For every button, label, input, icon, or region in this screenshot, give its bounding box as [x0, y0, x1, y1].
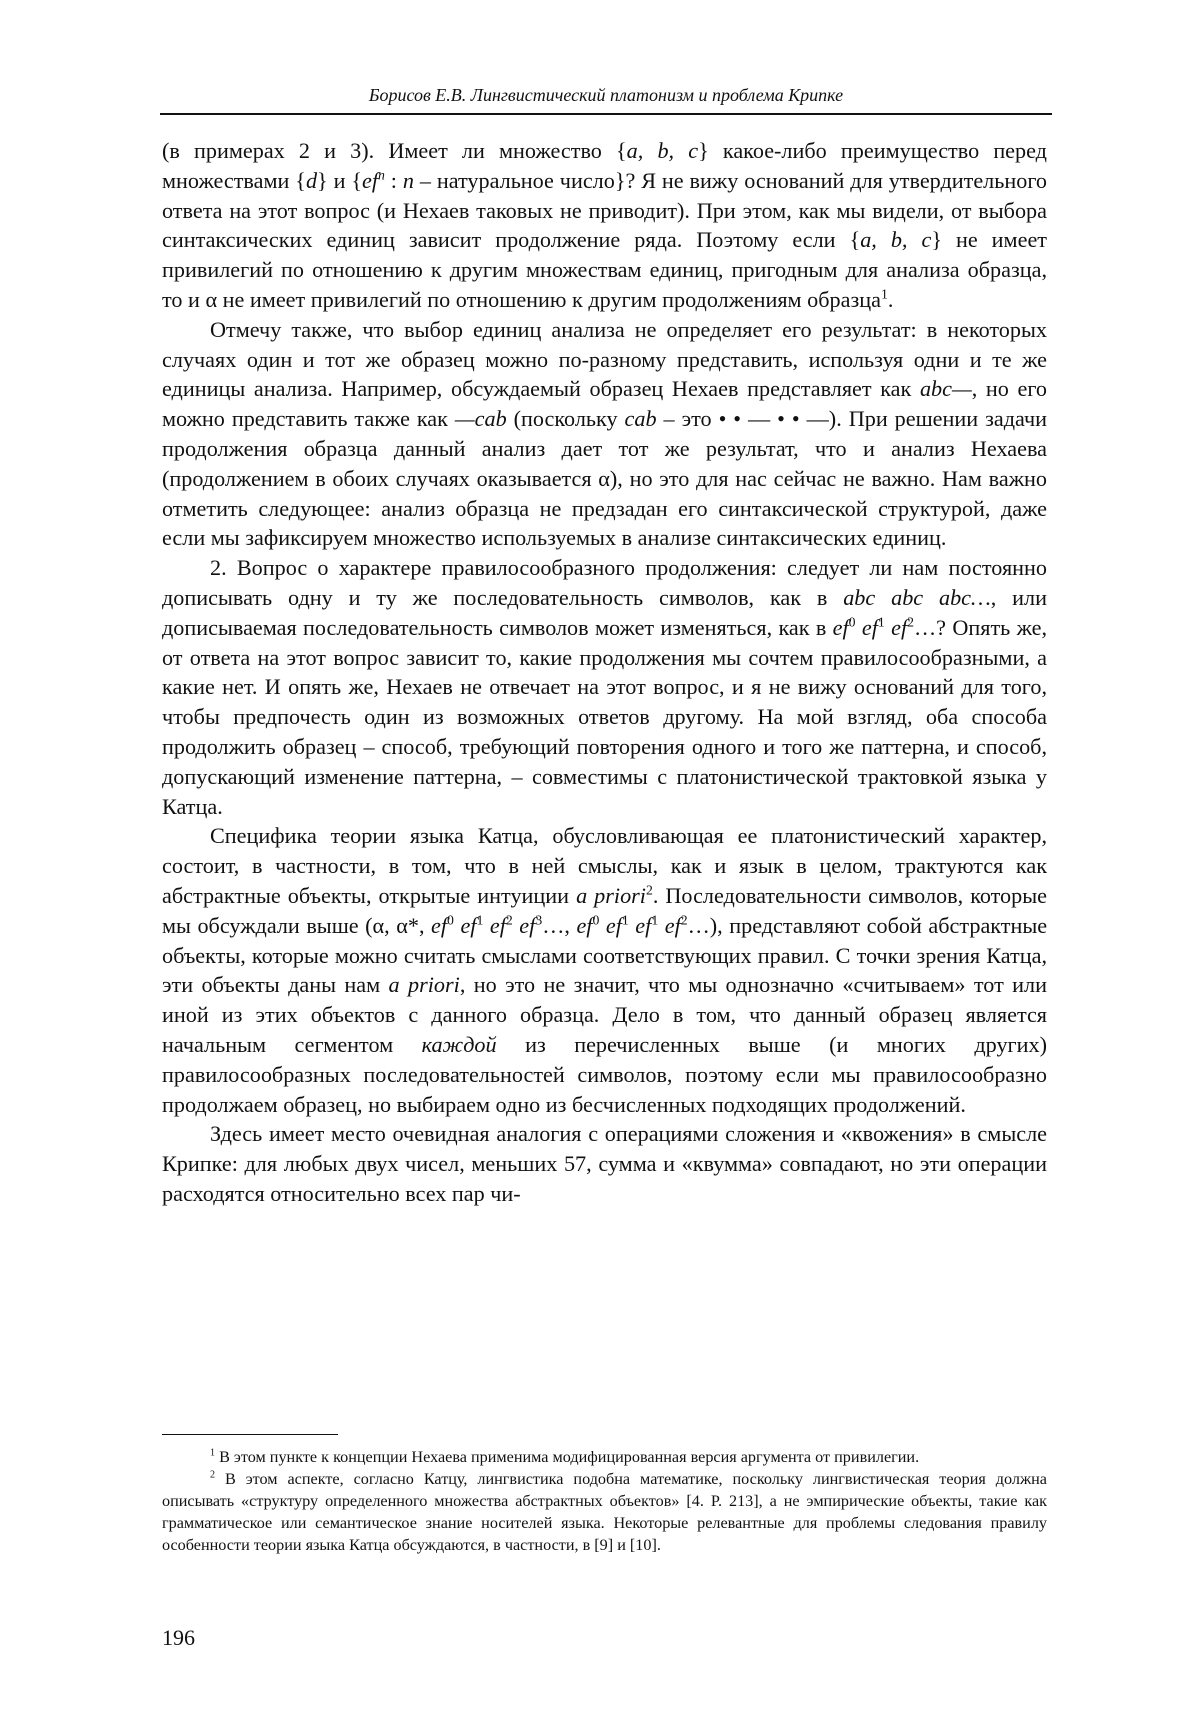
page-number: 196	[162, 1625, 195, 1650]
paragraph-5: Здесь имеет место очевидная аналогия с операциями сложения и «квожения» в смысле Крипке: для любых двух чисел, меньших 57, сумма и «квумма» совпадают, но эти операции расходятся относительно всех пар чи-	[162, 1121, 1047, 1206]
paragraph-1: (в примерах 2 и 3). Имеет ли множество {a, b, c} какое-либо преимущество перед множествами {d} и {$ef^n$ : n – натуральное число}? Я не вижу оснований для утвердительного ответа на этот вопрос (и Нехаев таковых не приводит). При этом, как мы видели, от выбора синтаксических единиц зависит продолжение ряда. Поэтому если {a, b, c} не имеет привилегий по отношению к другим множествам единиц, пригодным для анализа образца, то и α не имеет привилегий по отношению к другим продолжениям образца$^1$.	[162, 138, 1047, 312]
paragraph-3: 2. Вопрос о характере правилосообразного продолжения: следует ли нам постоянно дописывать одну и ту же последовательность символов, как в abc abc abc…, или дописываемая последовательность символов может изменяться, как в $ef^0$ $ef^1$ $ef^2\dots$? Опять же, от ответа на этот вопрос зависит то, какие продолжения мы сочтем правилосообразными, а какие нет. И опять же, Нехаев не отвечает на этот вопрос, и я не вижу оснований для того, чтобы предпочесть один из возможных ответов другому. На мой взгляд, оба способа продолжить образец – способ, требующий повторения одного и того же паттерна, и способ, допускающий изменение паттерна, – совместимы с платонистической трактовкой языка у Катца.	[162, 555, 1048, 819]
footnote-ref-1[interactable]: 1	[880, 286, 888, 302]
footnote-1: $^1$ В этом пункте к концепции Нехаева применима модифицированная версия аргумента от привилегии.	[210, 1447, 920, 1466]
header-rule	[160, 113, 1052, 115]
paragraph-4: Специфика теории языка Катца, обусловливающая ее платонистический характер, состоит, в частности, в том, что в ней смыслы, как и язык в целом, трактуются как абстрактные объекты, открытые интуиции a priori$^2$. Последовательности символов, которые мы обсуждали выше (α, α*, $ef^0$ $ef^1$ $ef^2$ $ef^3\dots$, $ef^0$ $ef^1$ $ef^1$ $ef^2\dots$), представляют собой абстрактные объекты, которые можно считать смыслами соответствующих правил. С точки зрения Катца, эти объекты даны нам a priori, но это не значит, что мы однозначно «считываем» тот или иной из этих объектов с данного образца. Дело в том, что данный образец является начальным сегментом каждой из перечисленных выше (и многих других) правилосообразных последовательностей символов, поэтому если мы правилосообразно продолжаем образец, но выбираем одно из бесчисленных подходящих продолжений.	[162, 823, 1048, 1117]
footnote-2: $^2$ В этом аспекте, согласно Катцу, лингвистика подобна математике, поскольку лингвистическая теория должна описывать «структуру определенного множества абстрактных объектов» [4. P. 213], а не эмпирические объекты, такие как грамматическое или семантическое знание носителей языка. Некоторые релевантные для проблемы следования правилу особенности теории языка Катца обсуждаются, в частности, в [9] и [10].	[162, 1469, 1047, 1554]
body-text	[162, 136, 1047, 1209]
footnotes	[162, 1446, 1047, 1556]
footnote-ref-2[interactable]: 2	[645, 882, 653, 898]
footnote-rule	[162, 1434, 338, 1435]
running-header: Борисов Е.В. Лингвистический платонизм и проблема Крипке	[368, 85, 844, 105]
paragraph-2: Отмечу также, что выбор единиц анализа не определяет его результат: в некоторых случаях один и тот же образец можно по-разному представить, используя одни и те же единицы анализа. Например, обсуждаемый образец Нехаев представляет как abc—, но его можно представить также как —cab (поскольку cab – это • • — • • —). При решении задачи продолжения образца данный анализ дает тот же результат, что и анализ Нехаева (продолжением в обоих случаях оказывается α), но это для нас сейчас не важно. Нам важно отметить следующее: анализ образца не предзадан его синтаксической структурой, даже если мы зафиксируем множество используемых в анализе синтаксических единиц.	[162, 316, 1047, 551]
